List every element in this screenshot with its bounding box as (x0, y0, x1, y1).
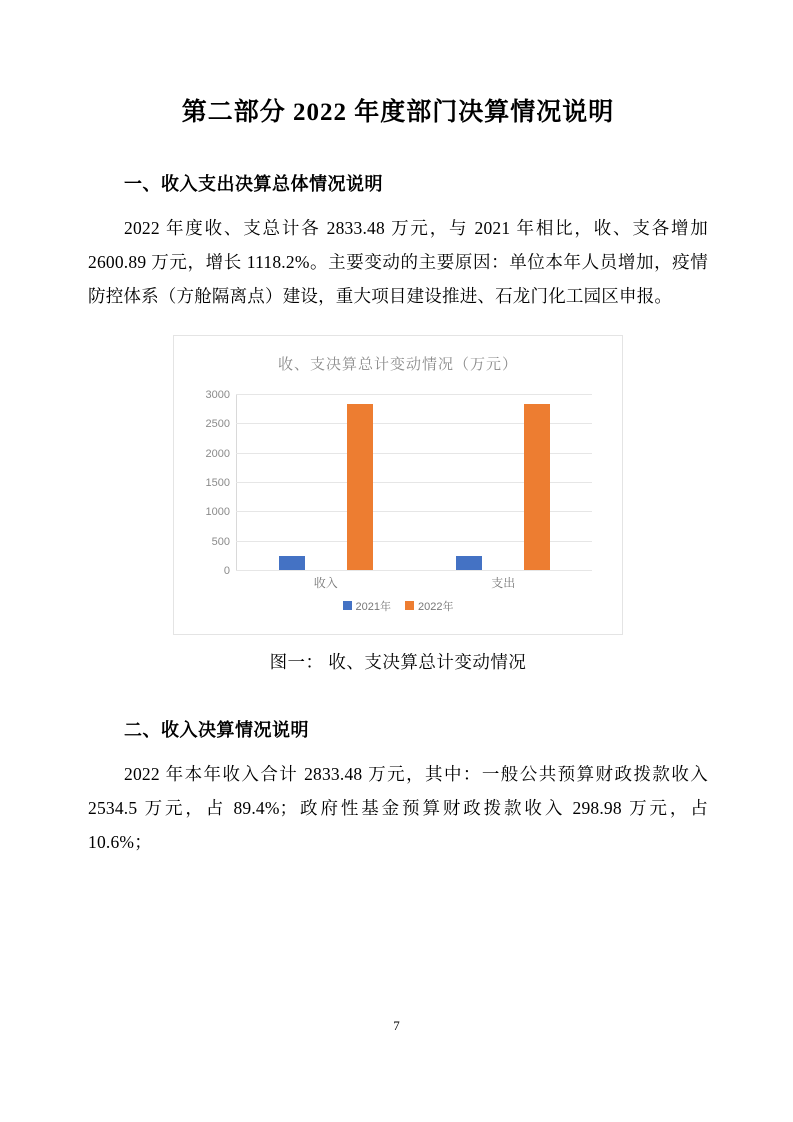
y-tick-label: 1000 (205, 506, 230, 519)
page-number: 7 (393, 1018, 400, 1033)
page-title: 第二部分 2022 年度部门决算情况说明 (181, 99, 615, 126)
chart-title: 收、支决算总计变动情况（万元） (277, 355, 518, 373)
category-label-expense: 支出 (491, 575, 516, 590)
y-tick-label: 2500 (205, 418, 230, 431)
y-tick-label: 2000 (205, 447, 230, 460)
page-content (88, 0, 708, 876)
y-tick-label: 500 (211, 535, 230, 548)
chart-legend (174, 598, 622, 614)
legend-swatch-2021 (343, 601, 352, 610)
legend-swatch-2022 (405, 601, 414, 610)
figure-caption: 图一： 收、支决算总计变动情况 (269, 651, 527, 672)
section-paragraph-2: 2022 年本年收入合计 2833.48 万元，其中：一般公共预算财政拨款收入 2534.5 万元，占 89.4%；政府性基金预算财政拨款收入 298.98 万元，占 10.6%； (88, 763, 708, 852)
legend-item-2022 (405, 598, 453, 614)
section-heading-2: 二、收入决算情况说明 (124, 719, 309, 740)
bar-group-expense (415, 394, 593, 570)
bar-2021-expense (456, 556, 482, 570)
bar-chart (173, 335, 623, 635)
section-paragraph-1: 2022 年度收、支总计各 2833.48 万元，与 2021 年相比，收、支各增加 2600.89 万元，增长 1118.2%。主要变动的主要原因：单位本年人员增加，疫情防控体系（方舱隔离点）建设，重大项目建设推进、石龙门化工园区申报。 (88, 217, 708, 306)
bar-group-income (237, 394, 415, 570)
bar-2022-income (347, 404, 373, 570)
gridline-0 (223, 564, 592, 577)
bar-2021-income (279, 556, 305, 570)
chart-bars (237, 394, 592, 570)
bar-2022-expense (524, 404, 550, 570)
section-heading-1: 一、收入支出决算总体情况说明 (124, 174, 383, 194)
legend-item-2021 (343, 598, 391, 614)
y-tick-label: 0 (223, 564, 230, 577)
legend-label-2021: 2021年 (355, 600, 391, 613)
y-tick-label: 3000 (205, 388, 230, 401)
chart-plot-area (205, 388, 592, 577)
category-label-income: 收入 (313, 575, 338, 590)
y-tick-label: 1500 (205, 476, 230, 489)
legend-label-2022: 2022年 (418, 600, 454, 613)
chart-category-labels (237, 574, 592, 591)
